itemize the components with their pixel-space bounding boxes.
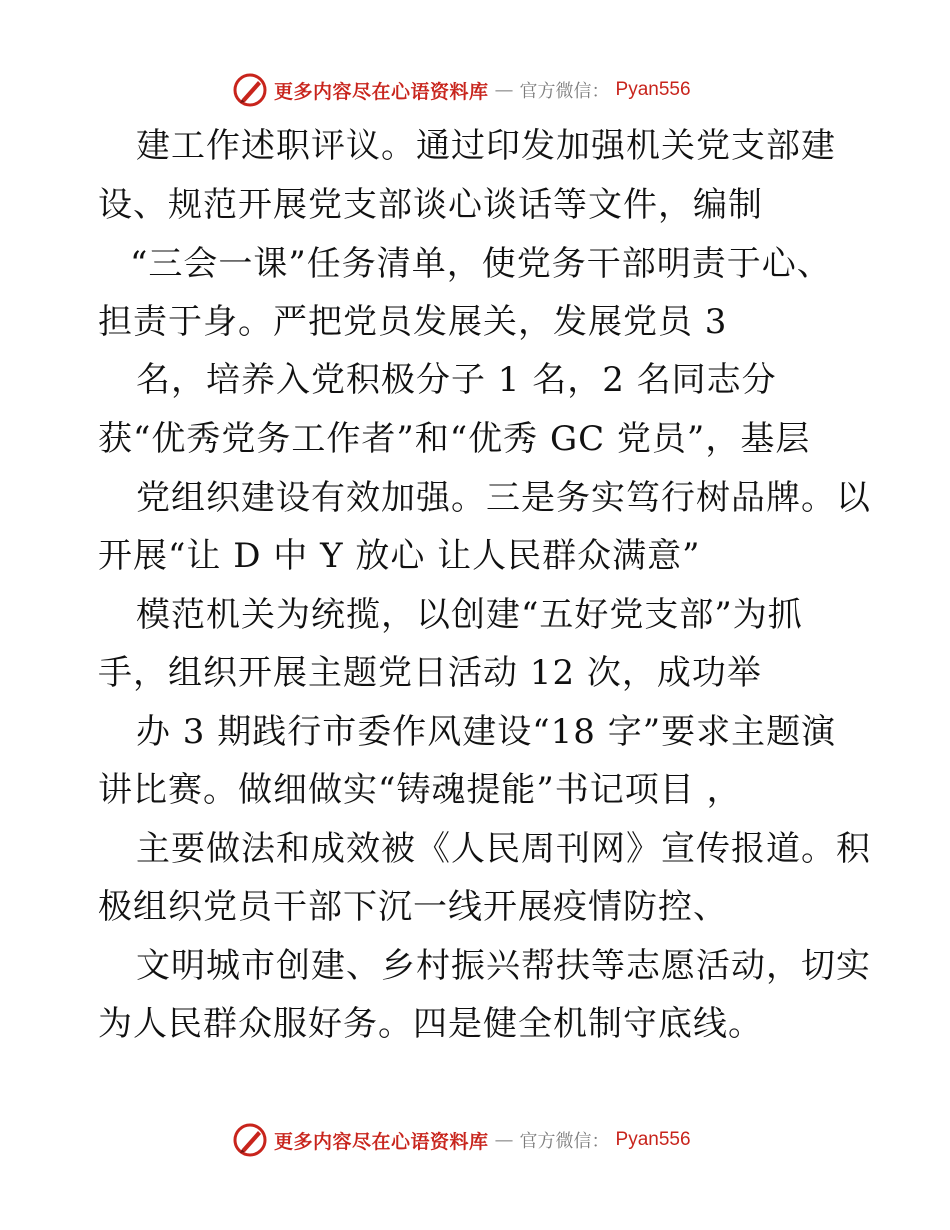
header-dash: — xyxy=(494,79,514,101)
body-line: 为人民群众服好务。四是健全机制守底线。 xyxy=(98,1004,763,1044)
body-line: 获“优秀党务工作者”和“优秀 GC 党员”，基层 xyxy=(98,419,811,459)
header-wechat-label: 官方微信： xyxy=(519,81,610,102)
body-line: 建工作述职评议。通过印发加强机关党支部建 xyxy=(136,126,836,166)
body-line: 担责于身。严把党员发展关，发展党员 3 xyxy=(98,302,728,342)
body-line: 手，组织开展主题党日活动 12 次，成功举 xyxy=(98,653,762,693)
body-line: 主要做法和成效被《人民周刊网》宣传报道。积 xyxy=(136,829,871,869)
header-wechat-handle: Pyan556 xyxy=(615,79,691,100)
footer-banner xyxy=(232,1120,691,1160)
body-line: 名，培养入党积极分子 1 名，2 名同志分 xyxy=(136,360,777,400)
footer-wechat-handle: Pyan556 xyxy=(615,1129,691,1150)
body-line: 极组织党员干部下沉一线开展疫情防控、 xyxy=(98,887,728,927)
pen-nib-logo-icon xyxy=(232,1122,268,1158)
footer-promo-text: 更多内容尽在心语资料库 xyxy=(274,1130,489,1153)
body-line: 设、规范开展党支部谈心谈话等文件，编制 xyxy=(98,185,763,225)
body-line: 模范机关为统揽，以创建“五好党支部”为抓 xyxy=(136,595,803,635)
body-line: 办 3 期践行市委作风建设“18 字”要求主题演 xyxy=(136,712,837,752)
body-line: 党组织建设有效加强。三是务实笃行树品牌。以 xyxy=(136,478,871,518)
footer-dash: — xyxy=(494,1129,514,1151)
body-line: 文明城市创建、乡村振兴帮扶等志愿活动，切实 xyxy=(136,946,871,986)
footer-wechat-label: 官方微信： xyxy=(519,1131,610,1152)
body-line: “三会一课”任务清单，使党务干部明责于心、 xyxy=(130,244,832,284)
body-line: 讲比赛。做细做实“铸魂提能”书记项目 ， xyxy=(98,770,742,810)
body-line: 开展“让 D 中 Y 放心 让人民群众满意” xyxy=(98,536,701,576)
header-promo-text: 更多内容尽在心语资料库 xyxy=(274,80,489,103)
